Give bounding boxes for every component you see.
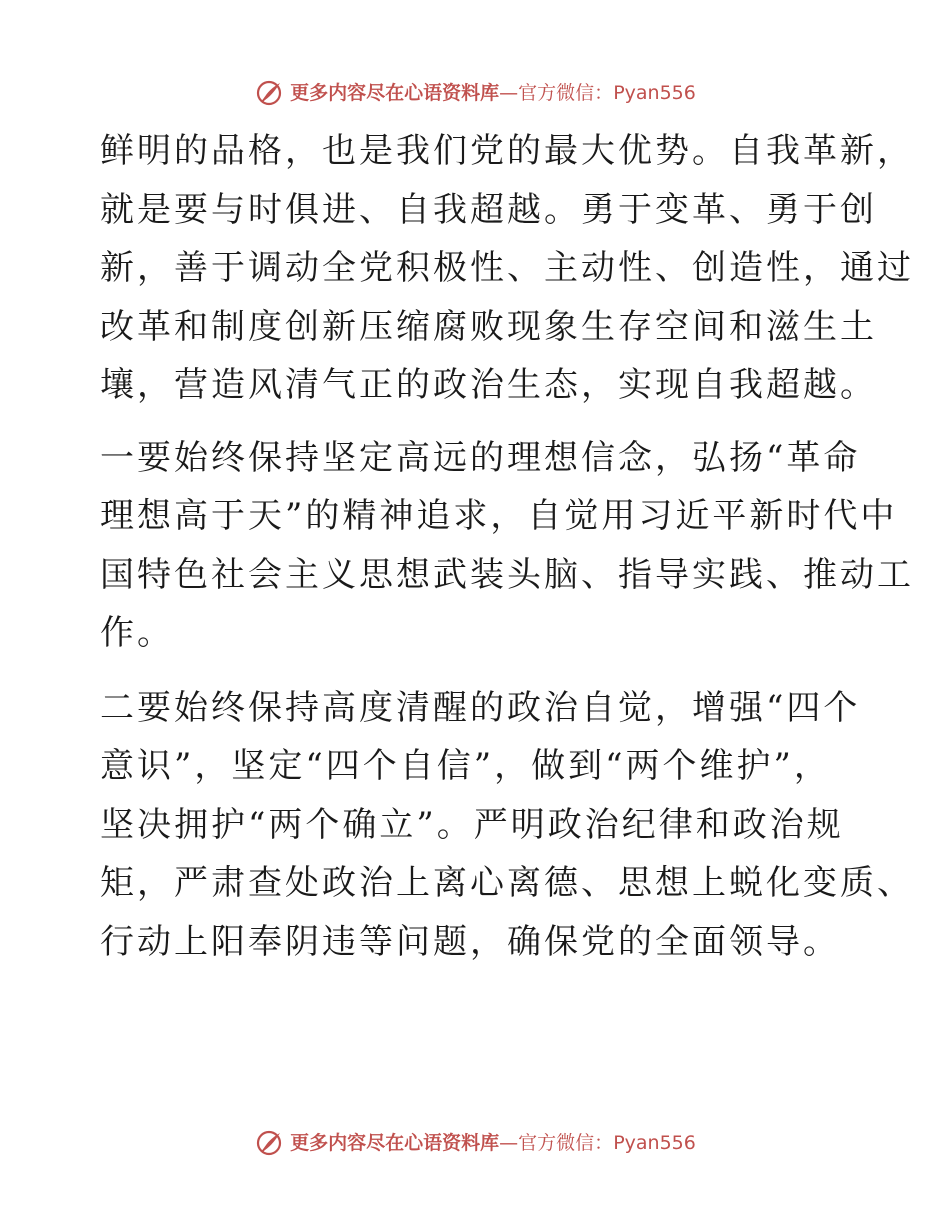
header-watermark [0, 78, 950, 108]
text-line: 坚决拥护“两个确立”。严明政治纪律和政治规 [100, 804, 844, 845]
text-line: 行动上阳奉阴违等问题，确保党的全面领导。 [100, 921, 840, 962]
watermark-dash: — [499, 1132, 519, 1154]
text-line: 改革和制度创新压缩腐败现象生存空间和滋生土 [100, 306, 877, 347]
text-line: 一要始终保持坚定高远的理想信念，弘扬“革命 [100, 437, 861, 478]
text-line: 二要始终保持高度清醒的政治自觉，增强“四个 [100, 687, 861, 728]
text-line: 作。 [100, 613, 174, 653]
text-line: 新，善于调动全党积极性、主动性、创造性，通过 [100, 248, 914, 288]
document-body [100, 122, 914, 971]
text-line: 就是要与时俱进、自我超越。勇于变革、勇于创 [100, 189, 877, 230]
text-line: 壤，营造风清气正的政治生态，实现自我超越。 [100, 365, 877, 405]
watermark-official-label: 官方微信： [518, 1132, 614, 1154]
paragraph [100, 122, 914, 415]
watermark-text [290, 1131, 696, 1155]
paragraph [100, 679, 914, 972]
watermark-text [290, 81, 696, 105]
feather-pen-logo-icon [254, 78, 284, 108]
feather-pen-logo-icon [254, 1128, 284, 1158]
watermark-dash: — [499, 82, 519, 104]
watermark-wechat-id: Pyan556 [613, 1132, 696, 1154]
text-line: 国特色社会主义思想武装头脑、指导实践、推动工 [100, 554, 914, 595]
paragraph [100, 429, 914, 663]
text-line: 理想高于天”的精神追求，自觉用习近平新时代中 [100, 496, 898, 536]
text-line: 意识”，坚定“四个自信”，做到“两个维护”， [100, 746, 831, 786]
text-line: 矩，严肃查处政治上离心离德、思想上蜕化变质、 [100, 863, 914, 903]
footer-watermark [0, 1128, 950, 1158]
watermark-official-label: 官方微信： [518, 82, 614, 104]
watermark-site-name: 更多内容尽在心语资料库 [290, 1132, 500, 1154]
text-line: 鲜明的品格，也是我们党的最大优势。自我革新， [100, 131, 914, 171]
watermark-wechat-id: Pyan556 [613, 82, 696, 104]
watermark-site-name: 更多内容尽在心语资料库 [290, 82, 500, 104]
